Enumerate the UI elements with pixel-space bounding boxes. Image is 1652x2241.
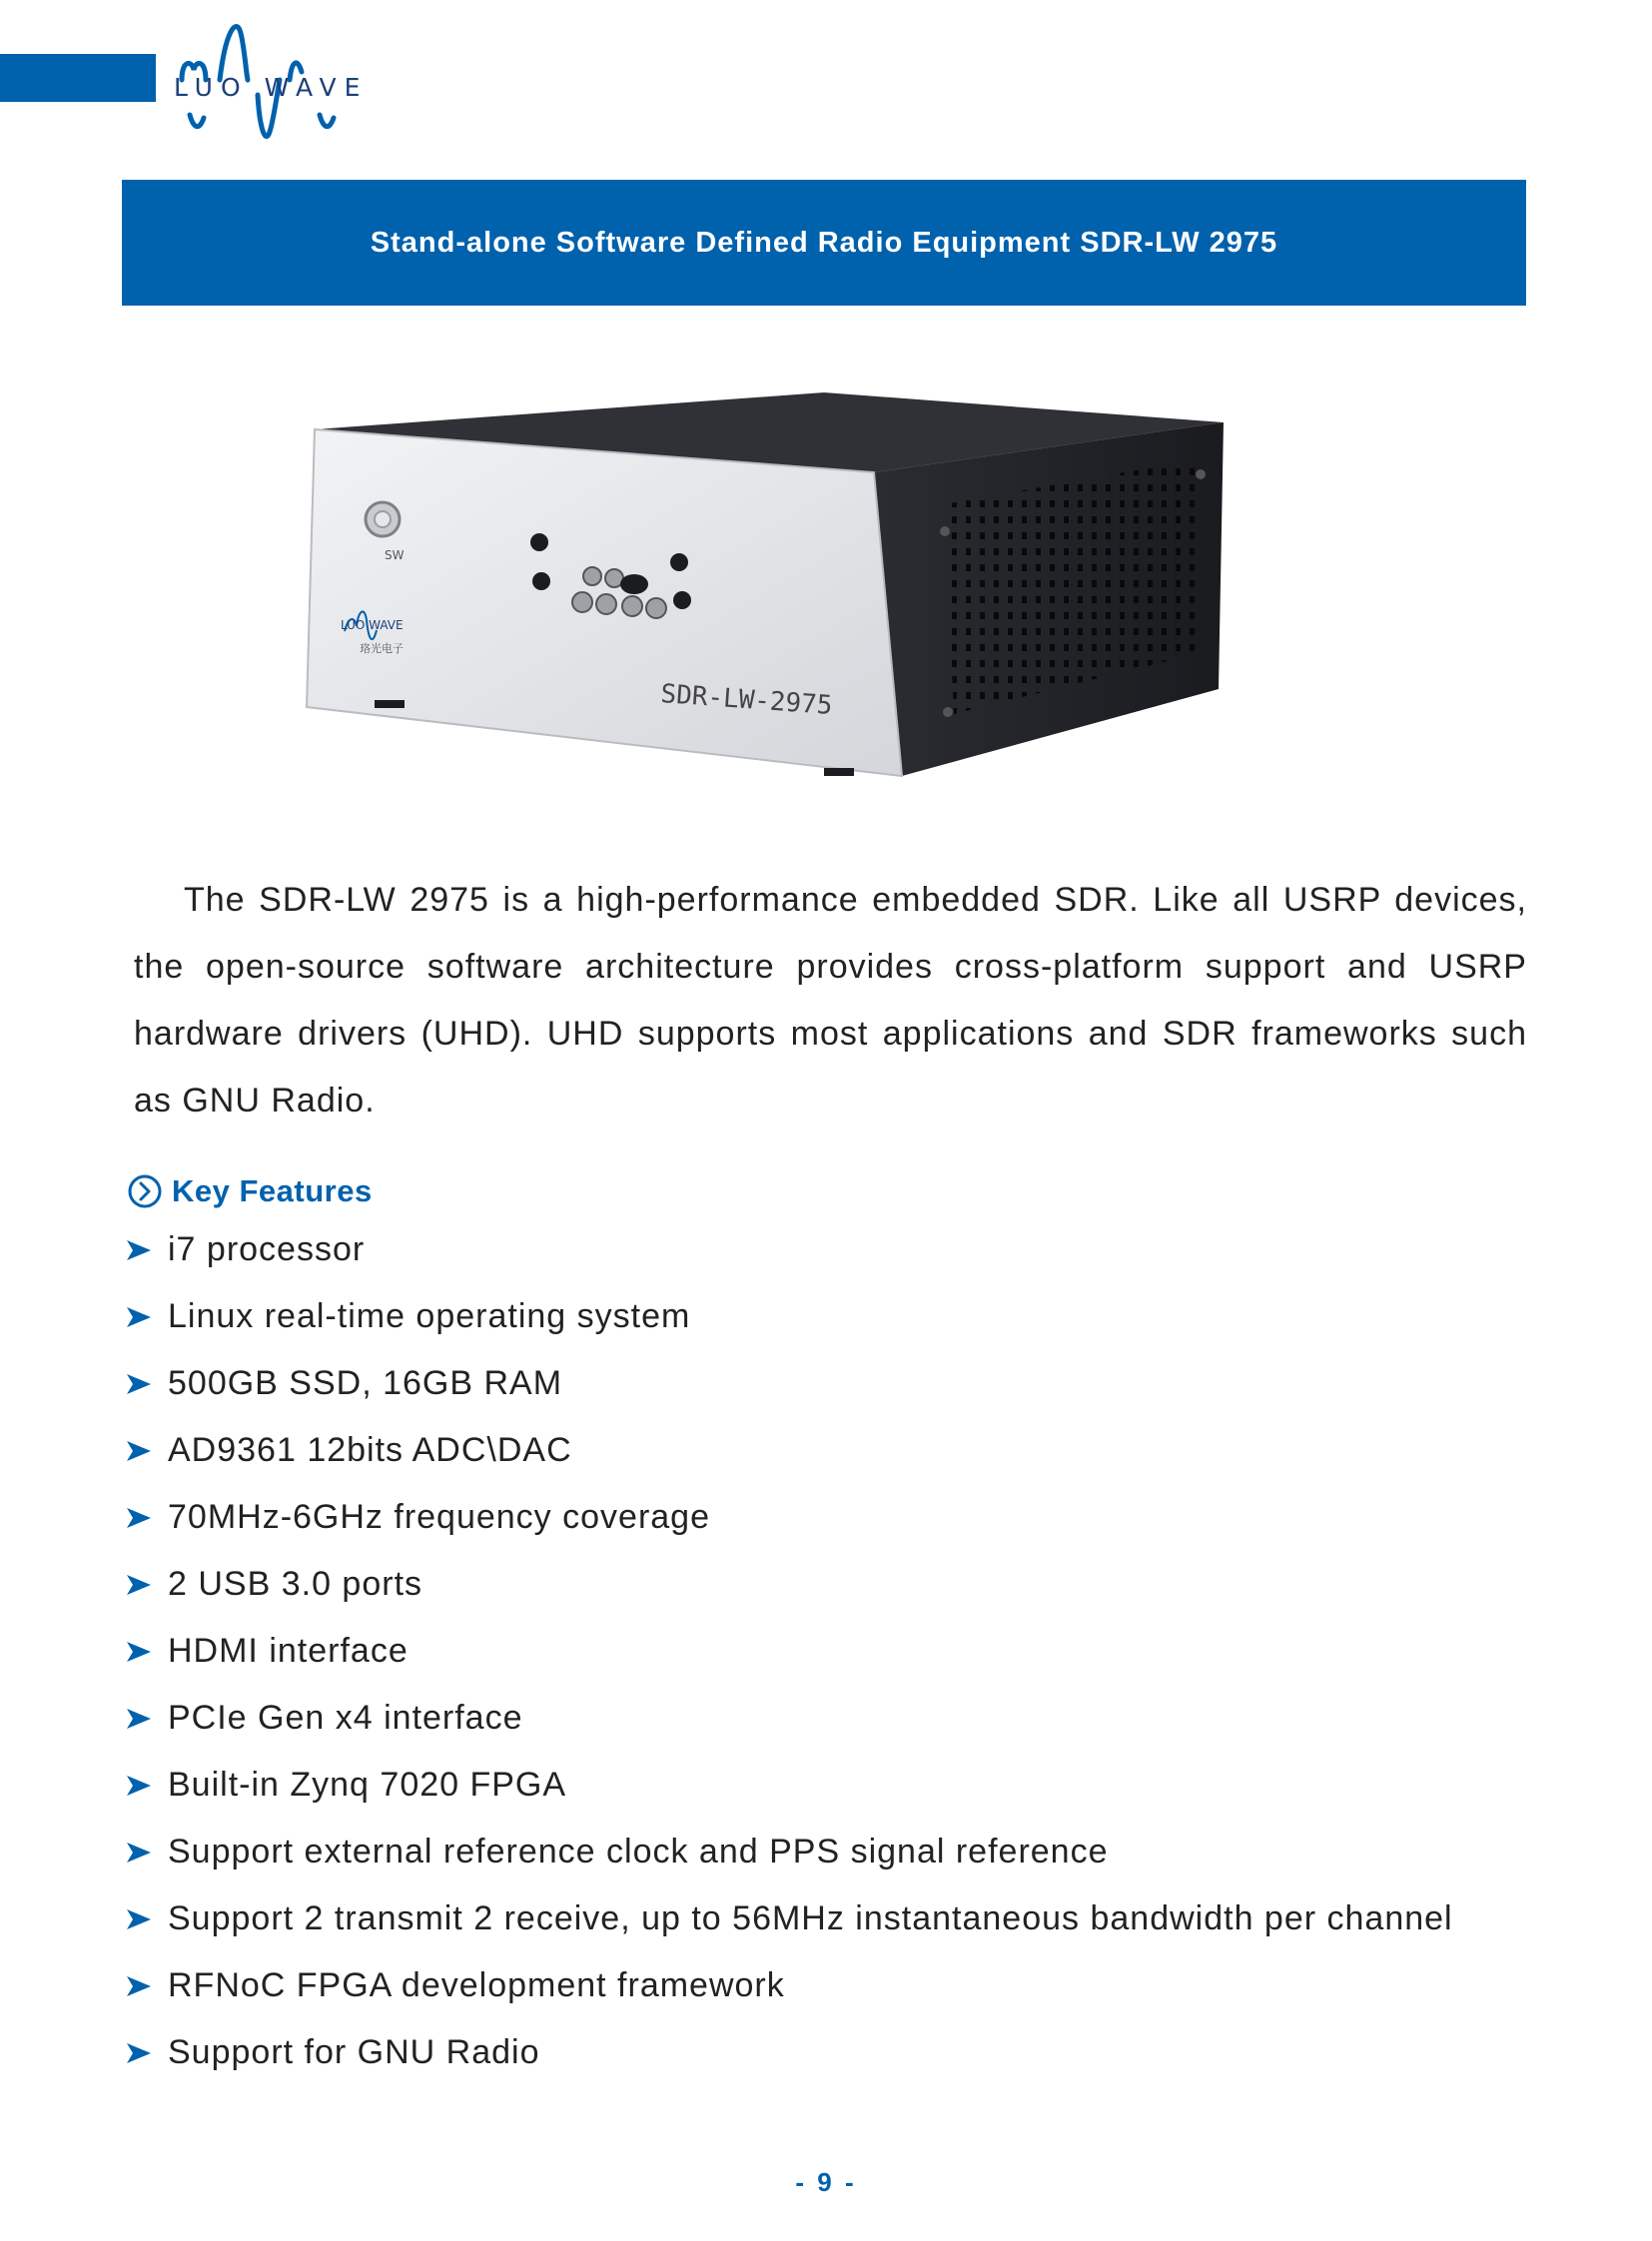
front-logo-text: LUO WAVE	[341, 618, 404, 632]
feature-text: Built-in Zynq 7020 FPGA	[168, 1766, 567, 1804]
list-item	[126, 1551, 1453, 1618]
feature-text: RFNoC FPGA development framework	[168, 1966, 785, 2004]
feature-text: PCIe Gen x4 interface	[168, 1699, 523, 1737]
list-item	[126, 1752, 1453, 1819]
list-item	[126, 1216, 1453, 1283]
list-item	[126, 1350, 1453, 1417]
arrowhead-bullet-icon	[126, 1641, 152, 1663]
product-image	[305, 384, 1243, 789]
header-accent-bar	[0, 54, 156, 102]
feature-text: 500GB SSD, 16GB RAM	[168, 1364, 563, 1402]
arrowhead-bullet-icon	[126, 1775, 152, 1797]
list-item	[126, 1885, 1453, 1952]
feature-text: Support for GNU Radio	[168, 2033, 540, 2071]
feature-text: i7 processor	[168, 1230, 366, 1268]
device-model-label: SDR-LW-2975	[659, 679, 834, 721]
arrowhead-bullet-icon	[126, 1708, 152, 1730]
arrowhead-bullet-icon	[126, 1975, 152, 1997]
feature-text: Support external reference clock and PPS signal reference	[168, 1833, 1109, 1870]
list-item	[126, 1618, 1453, 1685]
key-features-heading	[128, 1170, 373, 1212]
feature-text: AD9361 12bits ADC\DAC	[168, 1431, 572, 1469]
list-item	[126, 1685, 1453, 1752]
page-title: Stand-alone Software Defined Radio Equipment SDR-LW 2975	[370, 226, 1278, 259]
arrowhead-bullet-icon	[126, 2042, 152, 2064]
chevron-right-circle-icon	[128, 1174, 162, 1208]
arrowhead-bullet-icon	[126, 1842, 152, 1864]
feature-text: 70MHz-6GHz frequency coverage	[168, 1498, 711, 1536]
arrowhead-bullet-icon	[126, 1574, 152, 1596]
list-item	[126, 2019, 1453, 2086]
title-banner	[122, 180, 1526, 306]
arrowhead-bullet-icon	[126, 1373, 152, 1395]
arrowhead-bullet-icon	[126, 1239, 152, 1261]
feature-list	[126, 1216, 1453, 2086]
list-item	[126, 1417, 1453, 1484]
feature-text: Support 2 transmit 2 receive, up to 56MHz instantaneous bandwidth per channel	[168, 1899, 1453, 1937]
feature-text: HDMI interface	[168, 1632, 409, 1670]
page-number: - 9 -	[795, 2167, 857, 2197]
intro-paragraph: The SDR-LW 2975 is a high-performance embedded SDR. Like all USRP devices, the open-source software architecture provides cross-platform support and USRP hardware drivers (UHD). UHD supports most applications and SDR frameworks such as GNU Radio.	[134, 881, 1527, 1120]
arrowhead-bullet-icon	[126, 1306, 152, 1328]
switch-label: SW	[385, 548, 405, 562]
key-features-title: Key Features	[172, 1173, 373, 1208]
feature-text: Linux real-time operating system	[168, 1297, 691, 1335]
front-logo-cn: 珞光电子	[360, 642, 404, 655]
feature-text: 2 USB 3.0 ports	[168, 1565, 423, 1603]
logo-text: LUO WAVE	[174, 73, 369, 102]
arrowhead-bullet-icon	[126, 1440, 152, 1462]
list-item	[126, 1952, 1453, 2019]
list-item	[126, 1283, 1453, 1350]
list-item	[126, 1484, 1453, 1551]
arrowhead-bullet-icon	[126, 1507, 152, 1529]
brand-logo	[170, 20, 370, 160]
sdr-device-photo	[305, 384, 1243, 789]
arrowhead-bullet-icon	[126, 1908, 152, 1930]
list-item	[126, 1819, 1453, 1885]
